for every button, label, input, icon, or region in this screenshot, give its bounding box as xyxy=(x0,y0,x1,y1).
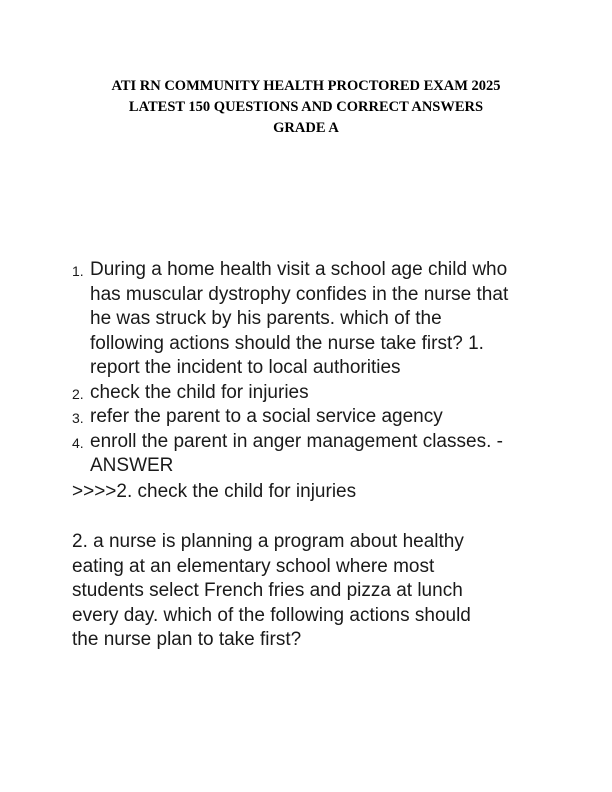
question-text-line: eating at an elementary school where most xyxy=(72,555,435,577)
option-text-line: check the child for injuries xyxy=(90,381,309,403)
title-line-2: LATEST 150 QUESTIONS AND CORRECT ANSWERS xyxy=(128,99,484,115)
title-line-1: ATI RN COMMUNITY HEALTH PROCTORED EXAM 2025 xyxy=(111,78,501,94)
question-text-line: he was struck by his parents. which of the xyxy=(90,308,442,329)
document-title xyxy=(40,76,572,139)
option-text-line: refer the parent to a social service agency xyxy=(90,406,443,427)
question-text-line: the nurse plan to take first? xyxy=(72,629,302,650)
list-number: 3. xyxy=(72,410,84,426)
question-text-line: students select French fries and pizza at lunch xyxy=(72,580,463,601)
question-text-line: has muscular dystrophy confides in the nurse that xyxy=(90,283,509,305)
question-text-line: 2. a nurse is planning a program about healthy xyxy=(72,531,464,552)
question-1-options xyxy=(72,258,552,479)
title-line-3: GRADE A xyxy=(273,120,339,136)
list-number: 1. xyxy=(72,263,84,279)
list-item xyxy=(72,381,552,406)
question-text-line: During a home health visit a school age child who xyxy=(90,259,508,280)
question-text-line: every day. which of the following actions should xyxy=(72,604,471,626)
list-number: 2. xyxy=(72,385,84,402)
question-text-line: following actions should the nurse take first? 1. xyxy=(90,332,484,354)
list-item xyxy=(72,405,552,430)
list-item xyxy=(72,430,552,479)
answer-text: >>>>2. check the child for injuries xyxy=(72,481,357,502)
option-text-line: ANSWER xyxy=(90,455,174,476)
question-text-line: report the incident to local authorities xyxy=(90,357,401,378)
question-2 xyxy=(72,530,552,653)
list-item xyxy=(72,258,552,381)
list-number: 4. xyxy=(72,434,84,451)
option-text-line: enroll the parent in anger management classes. - xyxy=(90,430,503,452)
